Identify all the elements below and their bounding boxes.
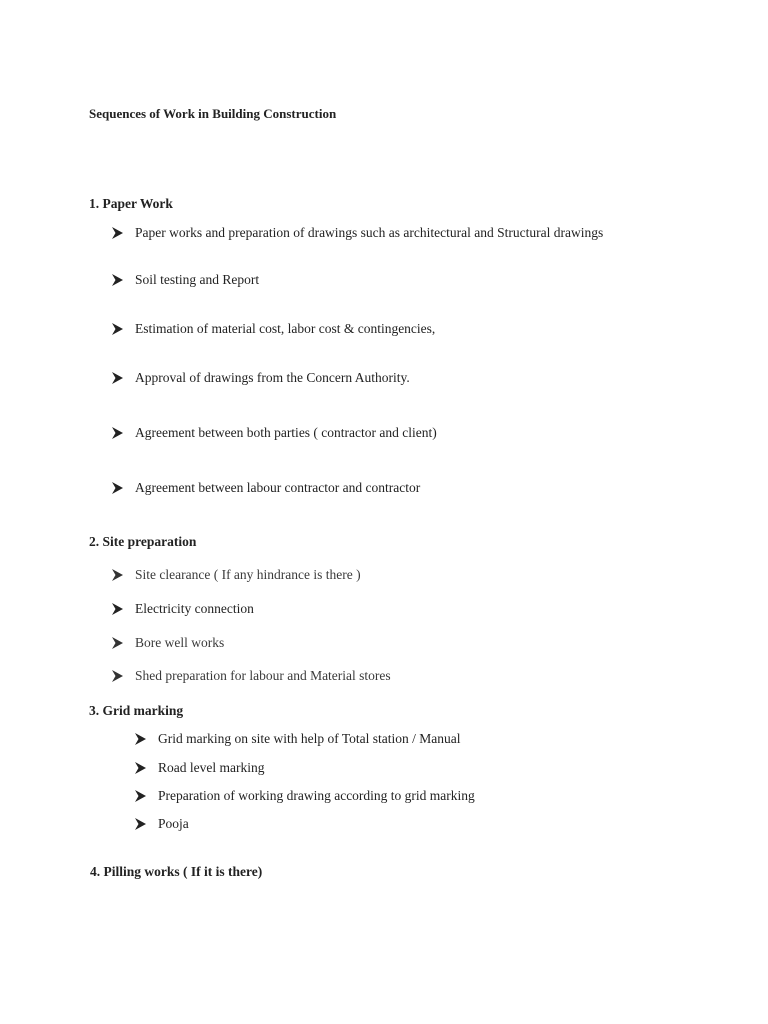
list-item-text: Estimation of material cost, labor cost & contingencies, (135, 321, 436, 336)
list-item-text: Soil testing and Report (135, 272, 260, 287)
list-item (135, 788, 475, 804)
section-heading-paper-work: 1. Paper Work (89, 196, 173, 211)
list-item-text: Pooja (158, 816, 189, 831)
arrowhead-bullet-icon (112, 670, 123, 682)
section-heading-grid-marking: 3. Grid marking (89, 703, 184, 718)
list-item (135, 760, 264, 776)
list-item-text: Grid marking on site with help of Total station / Manual (158, 731, 461, 746)
list-item (112, 225, 603, 241)
arrowhead-bullet-icon (112, 569, 123, 581)
list-item (135, 731, 461, 747)
list-item (112, 668, 391, 684)
list-item (112, 425, 437, 441)
arrowhead-bullet-icon (112, 274, 123, 286)
list-item (112, 635, 224, 651)
list-item-text: Site clearance ( If any hindrance is there ) (135, 567, 361, 582)
arrowhead-bullet-icon (135, 818, 146, 830)
arrowhead-bullet-icon (112, 323, 123, 335)
list-item-text: Road level marking (158, 760, 265, 775)
list-item (112, 321, 435, 337)
arrowhead-bullet-icon (135, 733, 146, 745)
list-item-text: Bore well works (135, 635, 225, 650)
list-item (112, 370, 410, 386)
list-item (112, 480, 420, 496)
arrowhead-bullet-icon (112, 227, 123, 239)
list-item-text: Preparation of working drawing according to grid marking (158, 788, 475, 803)
list-item-text: Agreement between both parties ( contractor and client) (135, 425, 437, 440)
arrowhead-bullet-icon (112, 603, 123, 615)
list-item (112, 567, 361, 583)
document-title: Sequences of Work in Building Construction (89, 106, 337, 121)
section-heading-site-preparation: 2. Site preparation (89, 534, 197, 549)
arrowhead-bullet-icon (112, 482, 123, 494)
section-heading-pilling-works: 4. Pilling works ( If it is there) (90, 864, 263, 879)
list-item-text: Paper works and preparation of drawings such as architectural and Structural drawings (135, 225, 604, 240)
arrowhead-bullet-icon (135, 762, 146, 774)
list-item-text: Shed preparation for labour and Material stores (135, 668, 391, 683)
list-item-text: Electricity connection (135, 601, 254, 616)
list-item (112, 601, 254, 617)
arrowhead-bullet-icon (135, 790, 146, 802)
list-item-text: Agreement between labour contractor and contractor (135, 480, 421, 495)
arrowhead-bullet-icon (112, 372, 123, 384)
list-item-text: Approval of drawings from the Concern Authority. (135, 370, 410, 385)
arrowhead-bullet-icon (112, 427, 123, 439)
arrowhead-bullet-icon (112, 637, 123, 649)
list-item (135, 816, 189, 832)
list-item (112, 272, 259, 288)
